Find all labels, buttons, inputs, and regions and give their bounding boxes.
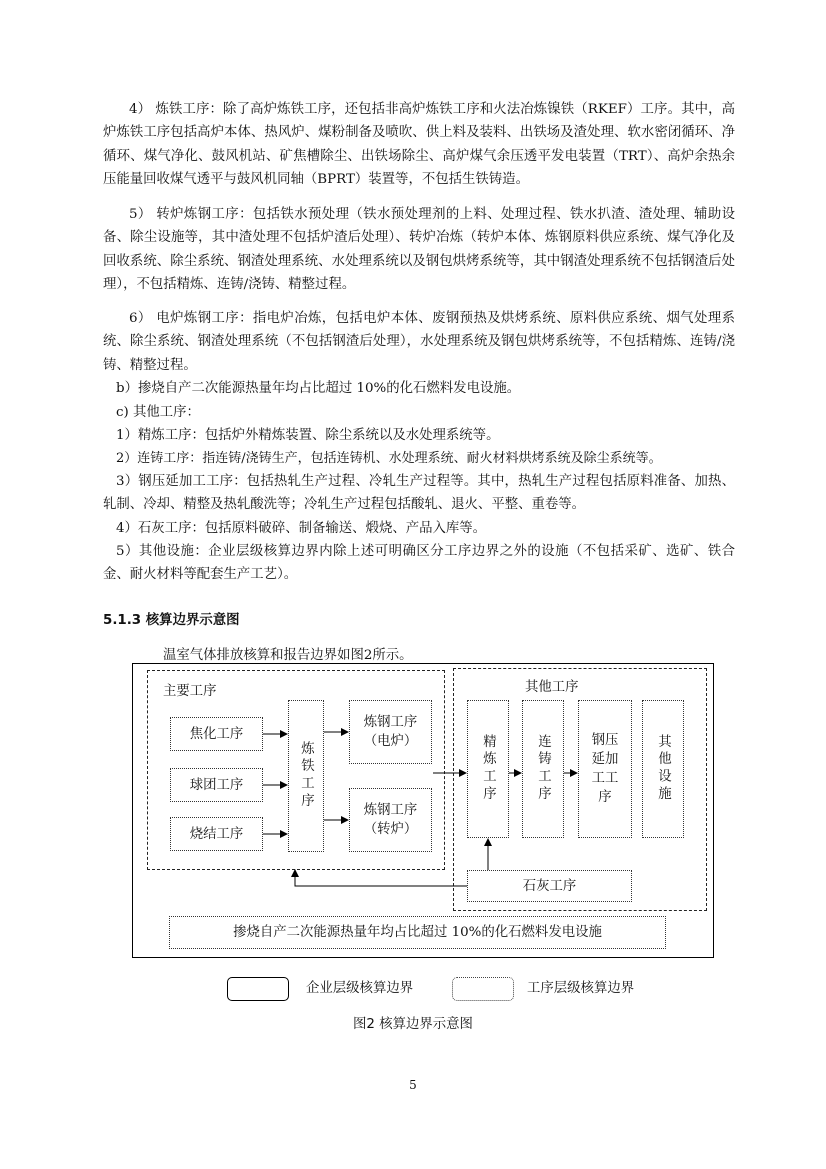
paragraph-eaf-steelmaking: 6） 电炉炼钢工序：指电炉冶炼，包括电炉本体、废钢预热及烘烤系统、原料供应系统、烟气处理系统、除尘系统、钢渣处理系统（不包括钢渣后处理），水处理系统及钢包烘烤系统等，不包括精炼、连铸/浇铸、精整过程。	[103, 311, 735, 373]
other-facilities-box: 其他设施	[642, 700, 684, 838]
eaf-steelmaking-box: 炼钢工序 （电炉）	[349, 700, 432, 764]
boundary-diagram	[132, 663, 714, 958]
arrow-lime-to-main	[295, 870, 467, 886]
legend-process-label: 工序层级核算边界	[527, 981, 635, 996]
legend-enterprise-symbol	[227, 977, 289, 1001]
paragraph-other-processes: c) 其他工序：	[116, 405, 200, 420]
paragraph-casting: 2）连铸工序：指连铸/浇铸生产，包括连铸机、水处理系统、耐火材料烘烤系统及除尘系统等。	[116, 451, 662, 466]
paragraph-lime: 4）石灰工序：包括原料破碎、制备输送、煅烧、产品入库等。	[116, 521, 487, 536]
section-heading: 5.1.3 核算边界示意图	[103, 613, 240, 628]
page-number: 5	[409, 1078, 417, 1092]
paragraph-rolling: 3）钢压延加工工序：包括热轧生产过程、冷轧生产过程等。其中，热轧生产过程包括原料准备、加热、轧制、冷却、精整及热轧酸洗等；冷轧生产过程包括酸轧、退火、平整、重卷等。	[103, 474, 735, 513]
paragraph-power-facility: b）掺烧自产二次能源热量年均占比超过 10%的化石燃料发电设施。	[116, 381, 521, 396]
bof-steelmaking-box: 炼钢工序 （转炉）	[349, 788, 432, 852]
diagram-intro: 温室气体排放核算和报告边界如图2所示。	[163, 648, 413, 663]
ironmaking-process-box: 炼铁工序	[288, 700, 324, 852]
sintering-process-box: 烧结工序	[170, 817, 263, 851]
paragraph-bof-steelmaking: 5） 转炉炼钢工序：包括铁水预处理（铁水预处理剂的上料、处理过程、铁水扒渣、渣处理、辅助设备、除尘设施等，其中渣处理不包括炉渣后处理）、转炉冶炼（转炉本体、炼钢原料供应系统、煤气净化及回收系统、除尘系统、钢渣处理系统、水处理系统以及钢包烘烤系统等，其中钢渣处理系统不包括钢渣后处理），不包括精炼、连铸/浇铸、精整过程。	[103, 207, 735, 292]
figure-caption: 图2 核算边界示意图	[353, 1017, 473, 1032]
refining-process-box: 精炼工序	[467, 700, 509, 838]
paragraph-refining: 1）精炼工序：包括炉外精炼装置、除尘系统以及水处理系统等。	[116, 428, 500, 443]
lime-process-box: 石灰工序	[467, 870, 632, 902]
main-process-label: 主要工序	[163, 684, 217, 699]
pelletizing-process-box: 球团工序	[170, 768, 263, 802]
legend-enterprise-label: 企业层级核算边界	[306, 981, 414, 996]
paragraph-other-facilities: 5）其他设施：企业层级核算边界内除上述可明确区分工序边界之外的设施（不包括采矿、选矿、铁合金、耐火材料等配套生产工艺）。	[103, 544, 735, 583]
power-facility-box: 掺烧自产二次能源热量年均占比超过 10%的化石燃料发电设施	[169, 916, 666, 949]
casting-process-box: 连铸工序	[522, 700, 564, 838]
legend-process-symbol	[452, 977, 514, 1001]
other-process-label: 其他工序	[525, 680, 579, 695]
rolling-process-box: 钢压延加工工序	[578, 700, 632, 838]
flow-arrows	[133, 664, 715, 959]
paragraph-ironmaking: 4） 炼铁工序：除了高炉炼铁工序，还包括非高炉炼铁工序和火法冶炼镍铁（RKEF）工序。其中，高炉炼铁工序包括高炉本体、热风炉、煤粉制备及喷吹、供上料及装料、出铁场及渣处理、软水密闭循环、净循环、煤气净化、鼓风机站、矿焦槽除尘、出铁场除尘、高炉煤气余压透平发电装置（TRT）、高炉余热余压能量回收煤气透平与鼓风机同轴（BPRT）装置等，不包括生铁铸造。	[103, 102, 735, 187]
coking-process-box: 焦化工序	[170, 717, 263, 751]
